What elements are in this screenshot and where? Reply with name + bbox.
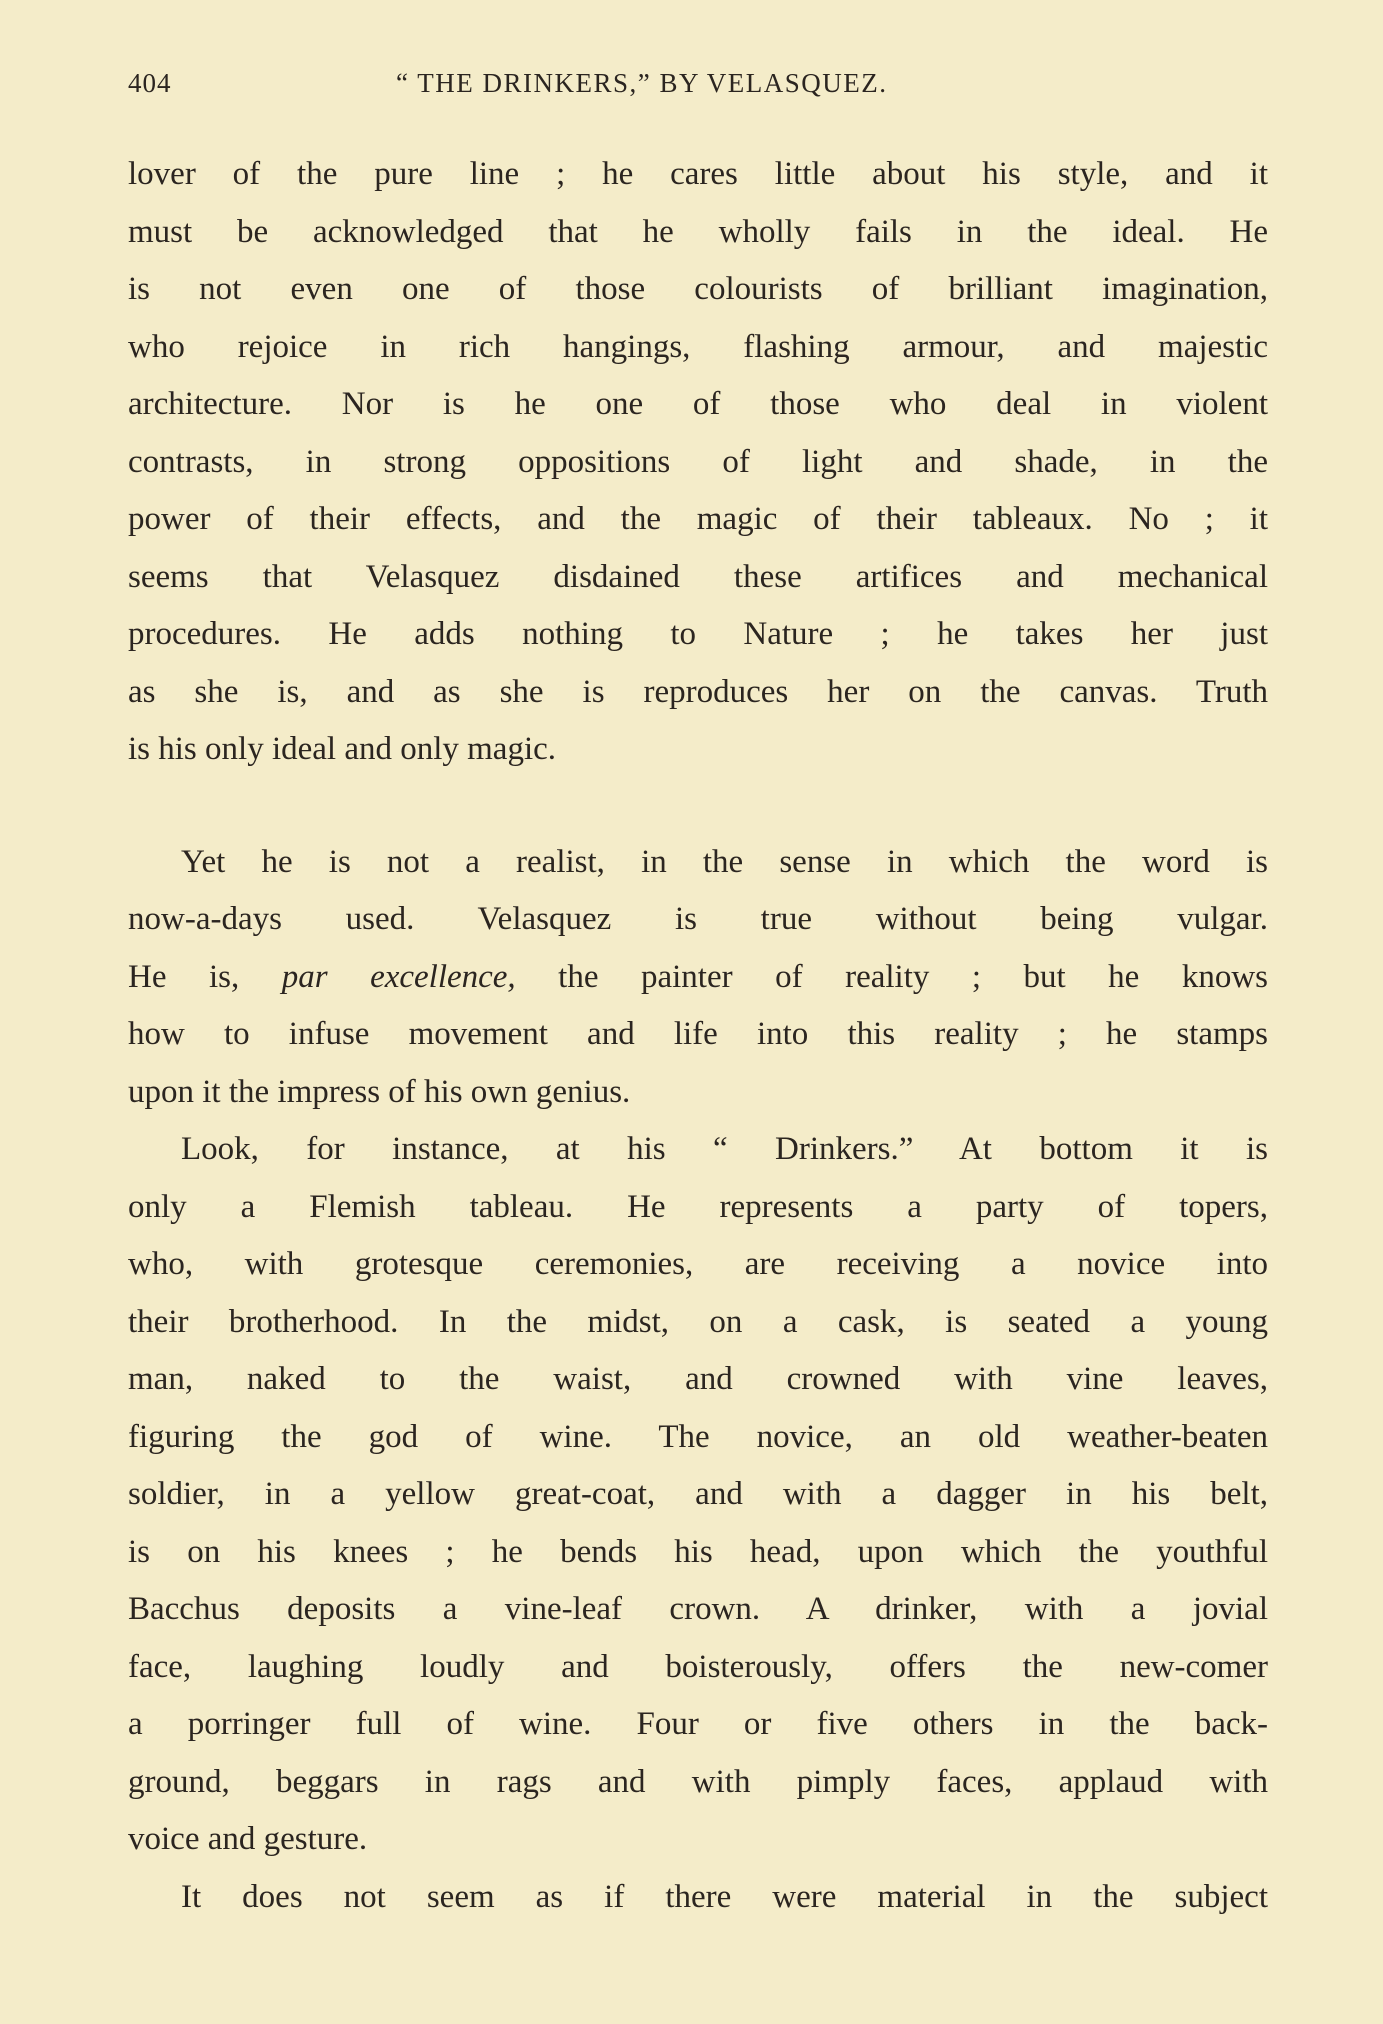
text-line: as she is, and as she is reproduces her on the canvas. Truth <box>128 673 1268 710</box>
body-text <box>128 146 1268 1926</box>
text-line: is on his knees ; he bends his head, upon which the youthful <box>128 1533 1268 1570</box>
text-run: He is, <box>128 958 282 995</box>
text-line: how to infuse movement and life into this reality ; he stamps <box>128 1016 1268 1052</box>
text-line: is his only ideal and only magic. <box>128 731 557 767</box>
text-line: upon it the impress of his own genius. <box>128 1073 631 1110</box>
running-header <box>128 68 1268 108</box>
text-line: who rejoice in rich hangings, flashing armour, and majestic <box>128 328 1268 365</box>
text-line: Look, for instance, at his “ Drinkers.” At bottom it is <box>181 1131 1268 1167</box>
paragraph <box>128 834 1268 1122</box>
text-line: contrasts, in strong oppositions of light and shade, in the <box>128 443 1268 480</box>
paragraph <box>128 1869 1268 1927</box>
text-line: Yet he is not a realist, in the sense in which the word is <box>181 843 1268 880</box>
text-run: the painter of reality ; but he knows <box>515 958 1268 995</box>
italic-phrase: par excellence, <box>281 958 516 995</box>
text-line: voice and gesture. <box>128 1821 368 1857</box>
text-line: a porringer full of wine. Four or five others in the back- <box>128 1706 1268 1742</box>
text-line: now-a-days used. Velasquez is true without being vulgar. <box>128 901 1268 937</box>
text-line: who, with grotesque ceremonies, are receiving a novice into <box>128 1246 1268 1282</box>
text-line: Bacchus deposits a vine-leaf crown. A drinker, with a jovial <box>128 1591 1268 1627</box>
text-line: procedures. He adds nothing to Nature ; he takes her just <box>128 616 1268 652</box>
text-line: power of their effects, and the magic of their tableaux. No ; it <box>128 501 1268 537</box>
text-line: It does not seem as if there were material in the subject <box>181 1878 1268 1915</box>
text-line: face, laughing loudly and boisterously, offers the new-comer <box>128 1648 1268 1685</box>
paragraph <box>128 146 1268 779</box>
text-line: lover of the pure line ; he cares little about his style, and it <box>128 156 1268 192</box>
text-line: man, naked to the waist, and crowned with vine leaves, <box>128 1361 1268 1397</box>
text-line: figuring the god of wine. The novice, an old weather-beaten <box>128 1418 1268 1455</box>
text-line: ground, beggars in rags and with pimply faces, applaud with <box>128 1763 1268 1800</box>
paragraph <box>128 1121 1268 1869</box>
text-line: must be acknowledged that he wholly fails in the ideal. He <box>128 213 1268 250</box>
paragraph-gap <box>128 779 1268 834</box>
text-line: soldier, in a yellow great-coat, and with a dagger in his belt, <box>128 1476 1268 1512</box>
text-line <box>128 949 1268 1007</box>
page-number: 404 <box>128 68 172 98</box>
text-line: seems that Velasquez disdained these artifices and mechanical <box>128 558 1268 595</box>
text-line: their brotherhood. In the midst, on a cask, is seated a young <box>128 1303 1268 1340</box>
running-title: “ THE DRINKERS,” BY VELASQUEZ. <box>396 68 888 98</box>
text-line: is not even one of those colourists of brilliant imagination, <box>128 271 1268 307</box>
text-line: only a Flemish tableau. He represents a party of topers, <box>128 1188 1268 1225</box>
text-line: architecture. Nor is he one of those who deal in violent <box>128 386 1268 422</box>
